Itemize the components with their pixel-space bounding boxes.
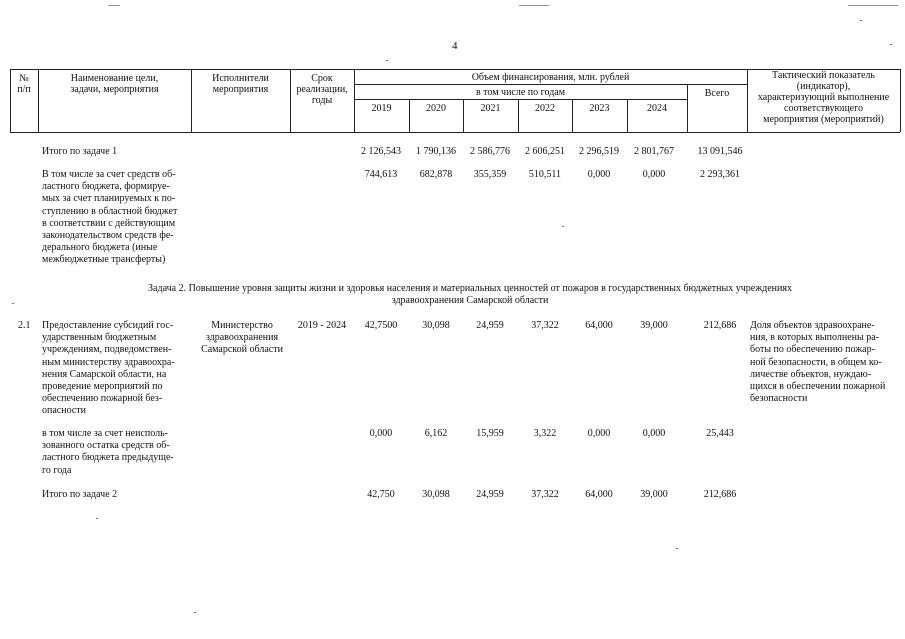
row-indicator: Доля объектов здравоохране- ния, в которых выполнены ра- боты по обеспечению пожар- ной безопасности, в общем ко- личестве объектов, нуждаю- щихся в обеспечении пожарной безопасности [750, 320, 886, 405]
scan-speck [562, 226, 564, 227]
header-indicator: Тактический показатель (индикатор), характеризующий выполнение соответствующего мероприятия (мероприятий) [757, 70, 890, 125]
row-name: Итого по задаче 2 [42, 489, 118, 500]
value-2022: 510,511 [528, 169, 562, 180]
row-executor: Министерство здравоохранения Самарской области [201, 320, 283, 356]
header-executors: Исполнители мероприятия [212, 73, 269, 95]
value-2022: 2 606,251 [525, 146, 565, 157]
value-2020: 682,878 [419, 169, 453, 180]
header-term: Срок реализации, годы [296, 73, 348, 106]
header-no: № п/п [17, 73, 31, 95]
header-year: 2020 [426, 103, 446, 114]
header-year: 2022 [535, 103, 555, 114]
header-year: 2019 [371, 103, 392, 114]
scan-speck [860, 20, 862, 21]
row-number: 2.1 [18, 320, 31, 331]
value-total: 25,443 [706, 428, 734, 439]
value-2019: 42,750 [367, 489, 395, 500]
value-2019: 0,000 [369, 428, 393, 439]
header-years-group: в том числе по годам [475, 87, 566, 98]
value-2019: 2 126,543 [361, 146, 401, 157]
row-name: Итого по задаче 1 [42, 146, 118, 157]
value-2019: 42,7500 [364, 320, 398, 331]
value-2020: 30,098 [422, 320, 450, 331]
header-name: Наименование цели, задачи, мероприятия [70, 73, 159, 95]
value-total: 2 293,361 [700, 169, 740, 180]
scan-speck [12, 303, 14, 304]
task2-title: Задача 2. Повышение уровня защиты жизни и здоровья населения и материальных ценностей от пожаров в государственных бюджетных учреждениях здравоохранения Самарской области [148, 283, 792, 306]
scan-speck [386, 60, 388, 61]
header-financing: Объем финансирования, млн. рублей [471, 72, 630, 83]
value-2020: 1 790,136 [416, 146, 456, 157]
value-2024: 0,000 [642, 428, 666, 439]
value-total: 212,686 [703, 489, 737, 500]
header-year: 2021 [480, 103, 501, 114]
value-2022: 3,322 [533, 428, 557, 439]
value-2024: 39,000 [640, 320, 668, 331]
row-name: В том числе за счет средств об- ластного бюджета, формируе- мых за счет планируемых к по- ступлению в областной бюджет в соответствии с действующим законодательством средств фе- дерального бюджета (иные межбюджетные трансферты) [42, 169, 178, 266]
scan-speck [96, 518, 98, 519]
value-2023: 64,000 [585, 320, 613, 331]
value-2024: 0,000 [642, 169, 666, 180]
value-2022: 37,322 [531, 489, 559, 500]
value-2020: 6,162 [424, 428, 448, 439]
scan-speck [194, 612, 196, 613]
scan-mark [848, 5, 898, 6]
value-2021: 24,959 [476, 320, 504, 331]
page-number: 4 [452, 40, 458, 52]
row-name: Предоставление субсидий гос- ударственным бюджетным учреждениям, подведомствен- ным министерству здравоохра- нения Самарской области, на проведение мероприятий по обеспечению пожарной без- опасности [42, 320, 175, 417]
row-name: в том числе за счет неисполь- зованного остатка средств об- ластного бюджета предыдуще- го года [42, 428, 174, 476]
scan-mark [519, 5, 549, 6]
value-2022: 37,322 [531, 320, 559, 331]
scan-speck [890, 44, 892, 45]
value-2021: 355,359 [473, 169, 507, 180]
value-2021: 24,959 [476, 489, 504, 500]
scan-mark [108, 5, 120, 6]
value-2021: 2 586,776 [470, 146, 510, 157]
row-term: 2019 - 2024 [297, 320, 347, 331]
header-year: 2024 [647, 103, 667, 114]
value-2024: 39,000 [640, 489, 668, 500]
value-2023: 0,000 [587, 169, 611, 180]
value-2020: 30,098 [422, 489, 450, 500]
value-2019: 744,613 [364, 169, 398, 180]
value-2021: 15,959 [476, 428, 504, 439]
value-total: 212,686 [703, 320, 737, 331]
header-year: 2023 [589, 103, 610, 114]
header-total: Всего [704, 88, 730, 99]
value-2023: 2 296,519 [579, 146, 619, 157]
value-2023: 64,000 [585, 489, 613, 500]
value-2023: 0,000 [587, 428, 611, 439]
scan-speck [676, 548, 678, 549]
value-total: 13 091,546 [697, 146, 743, 157]
value-2024: 2 801,767 [634, 146, 674, 157]
